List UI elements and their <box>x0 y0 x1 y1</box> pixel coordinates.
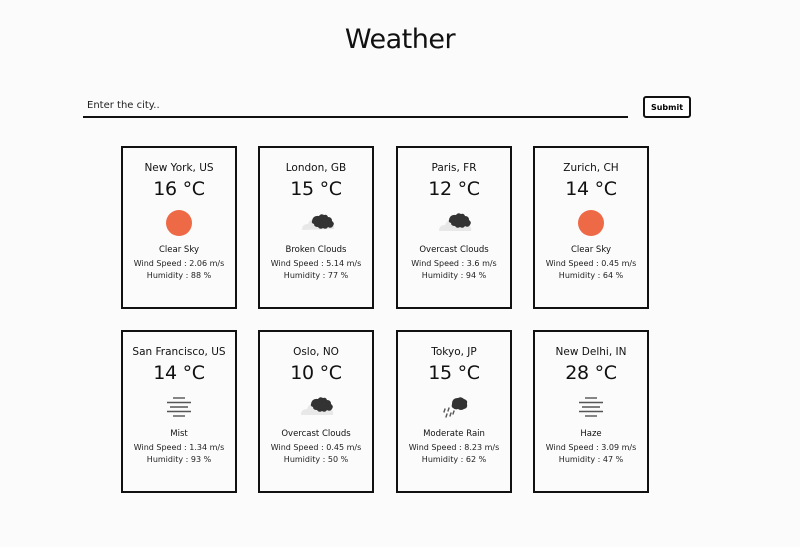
temperature: 15 °C <box>290 178 342 200</box>
city-name: Oslo, NO <box>293 346 339 358</box>
wind-speed-label: Wind Speed <box>270 259 319 268</box>
wind-speed: Wind Speed : 3.09 m/s <box>545 443 637 452</box>
humidity-value: 88 % <box>190 271 212 280</box>
wind-speed-label: Wind Speed <box>270 443 319 452</box>
humidity-value: 94 % <box>465 271 487 280</box>
search-bar <box>83 94 691 122</box>
weather-card <box>533 146 649 309</box>
temperature: 15 °C <box>428 362 480 384</box>
wind-speed: Wind Speed : 8.23 m/s <box>408 443 500 452</box>
weather-card <box>396 146 512 309</box>
humidity-value: 47 % <box>602 455 624 464</box>
weather-card-grid <box>121 146 655 498</box>
mist-icon <box>123 391 235 423</box>
humidity-label: Humidity <box>421 271 459 280</box>
submit-button[interactable]: Submit <box>643 96 691 118</box>
wind-speed-value: 5.14 m/s <box>326 259 362 268</box>
wind-speed-value: 8.23 m/s <box>464 443 500 452</box>
humidity-label: Humidity <box>283 271 321 280</box>
rain-icon <box>398 391 510 423</box>
city-search-input[interactable] <box>83 94 628 118</box>
wind-speed-label: Wind Speed <box>133 259 182 268</box>
broken-clouds-icon <box>260 207 372 239</box>
weather-card <box>258 146 374 309</box>
city-name: New Delhi, IN <box>555 346 627 358</box>
temperature: 16 °C <box>153 178 205 200</box>
wind-speed-value: 1.34 m/s <box>189 443 225 452</box>
wind-speed: Wind Speed : 0.45 m/s <box>270 443 362 452</box>
wind-speed-value: 3.09 m/s <box>601 443 637 452</box>
humidity: Humidity : 94 % <box>421 271 487 280</box>
humidity-value: 64 % <box>602 271 624 280</box>
humidity-label: Humidity <box>558 455 596 464</box>
temperature: 10 °C <box>290 362 342 384</box>
humidity: Humidity : 50 % <box>283 455 349 464</box>
weather-description: Clear Sky <box>159 245 199 255</box>
wind-speed-label: Wind Speed <box>133 443 182 452</box>
temperature: 12 °C <box>428 178 480 200</box>
temperature: 28 °C <box>565 362 617 384</box>
humidity-label: Humidity <box>146 271 184 280</box>
city-name: London, GB <box>285 162 347 174</box>
wind-speed: Wind Speed : 0.45 m/s <box>545 259 637 268</box>
humidity: Humidity : 93 % <box>146 455 212 464</box>
city-name: Paris, FR <box>431 162 477 174</box>
weather-description: Clear Sky <box>571 245 611 255</box>
wind-speed-value: 2.06 m/s <box>189 259 225 268</box>
wind-speed-value: 0.45 m/s <box>601 259 637 268</box>
wind-speed: Wind Speed : 5.14 m/s <box>270 259 362 268</box>
city-name: San Francisco, US <box>132 346 226 358</box>
temperature: 14 °C <box>153 362 205 384</box>
humidity: Humidity : 62 % <box>421 455 487 464</box>
weather-description: Moderate Rain <box>423 429 485 439</box>
wind-speed-label: Wind Speed <box>411 259 460 268</box>
wind-speed: Wind Speed : 3.6 m/s <box>411 259 497 268</box>
humidity-value: 77 % <box>327 271 349 280</box>
humidity-value: 62 % <box>465 455 487 464</box>
wind-speed-label: Wind Speed <box>545 443 594 452</box>
wind-speed: Wind Speed : 2.06 m/s <box>133 259 225 268</box>
humidity-label: Humidity <box>283 455 321 464</box>
humidity: Humidity : 88 % <box>146 271 212 280</box>
humidity: Humidity : 77 % <box>283 271 349 280</box>
weather-card <box>396 330 512 493</box>
weather-description: Overcast Clouds <box>419 245 489 255</box>
weather-description: Haze <box>580 429 602 439</box>
weather-card <box>121 146 237 309</box>
humidity: Humidity : 64 % <box>558 271 624 280</box>
humidity-value: 50 % <box>327 455 349 464</box>
humidity-label: Humidity <box>421 455 459 464</box>
weather-description: Overcast Clouds <box>281 429 351 439</box>
wind-speed-value: 0.45 m/s <box>326 443 362 452</box>
city-name: Tokyo, JP <box>431 346 477 358</box>
humidity-label: Humidity <box>558 271 596 280</box>
humidity-value: 93 % <box>190 455 212 464</box>
wind-speed: Wind Speed : 1.34 m/s <box>133 443 225 452</box>
weather-description: Broken Clouds <box>285 245 347 255</box>
city-name: New York, US <box>144 162 214 174</box>
overcast-clouds-icon <box>398 207 510 239</box>
city-name: Zurich, CH <box>563 162 619 174</box>
sun-icon <box>535 207 647 239</box>
page-title: Weather <box>344 24 456 55</box>
wind-speed-label: Wind Speed <box>408 443 457 452</box>
overcast-clouds-icon <box>260 391 372 423</box>
wind-speed-label: Wind Speed <box>545 259 594 268</box>
sun-icon <box>123 207 235 239</box>
wind-speed-value: 3.6 m/s <box>466 259 497 268</box>
humidity-label: Humidity <box>146 455 184 464</box>
weather-card <box>533 330 649 493</box>
haze-icon <box>535 391 647 423</box>
humidity: Humidity : 47 % <box>558 455 624 464</box>
weather-card <box>258 330 374 493</box>
weather-description: Mist <box>170 429 188 439</box>
weather-card <box>121 330 237 493</box>
temperature: 14 °C <box>565 178 617 200</box>
